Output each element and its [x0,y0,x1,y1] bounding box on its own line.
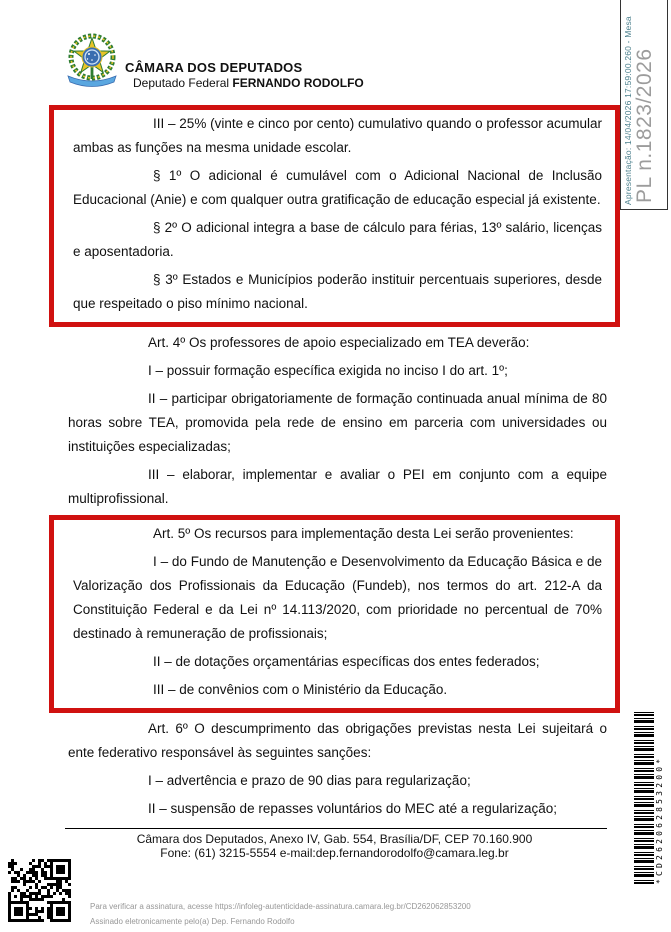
coat-of-arms-icon [62,31,122,93]
paragraph: Art. 5º Os recursos para implementação desta Lei serão provenientes: [153,526,574,541]
paragraph: II – de dotações orçamentárias específicas dos entes federados; [153,654,540,669]
barcode [634,712,664,884]
paragraph: III – de convênios com o Ministério da Educação. [153,682,448,697]
deputy-subtitle [133,76,364,90]
paragraph: I – advertência e prazo de 90 dias para regularização; [148,773,471,788]
paragraph: II – suspensão de repasses voluntários do MEC até a regularização; [148,801,557,816]
paragraph: I – do Fundo de Manutenção e Desenvolvimento da Educação Básica e de Valorização dos Profissionais da Educação (Fundeb), nos termos do art. 212-A da Constituição Federal e da Lei nº 14.113/2020, com prioridade no percentual de 70% destinado à remuneração de profissionais; [73,554,602,641]
org-title: CÂMARA DOS DEPUTADOS [125,60,303,75]
presentation-timestamp: Apresentação: 14/04/2026 17:59:00.260 - Mesa [623,16,633,205]
footer-divider [65,828,607,829]
body-section-art4 [49,331,620,511]
paragraph: § 2º O adicional integra a base de cálculo para férias, 13º salário, licenças e aposentadoria. [73,220,602,259]
paragraph: II – participar obrigatoriamente de formação continuada anual mínima de 80 horas sobre TEA, promovida pela rede de ensino em parceria com universidades ou instituições especializadas; [68,391,607,454]
footer-contact: Fone: (61) 3215-5554 e-mail:dep.fernandorodolfo@camara.leg.br [160,846,509,860]
footer [49,832,620,860]
body-section-art6 [49,717,620,821]
qr-code-icon [8,859,71,922]
paragraph: § 1º O adicional é cumulável com o Adicional Nacional de Inclusão Educacional (Anie) e com qualquer outra gratificação de educação especial já existente. [73,168,602,207]
barcode-label: *CD262062853200* [655,755,664,884]
footer-address: Câmara dos Deputados, Anexo IV, Gab. 554, Brasília/DF, CEP 70.160.900 [136,832,533,846]
paragraph: III – elaborar, implementar e avaliar o PEI em conjunto com a equipe multiprofissional. [68,467,607,506]
highlight-box-1 [49,105,620,327]
document-body [49,105,620,825]
paragraph: § 3º Estados e Municípios poderão instituir percentuais superiores, desde que respeitado o piso mínimo nacional. [73,272,602,311]
barcode-bars-icon [634,712,654,884]
signature-note [90,899,471,929]
bill-info-panel [620,0,668,210]
deputy-name: FERNANDO RODOLFO [232,76,364,90]
deputy-prefix: Deputado Federal [133,76,233,90]
paragraph: I – possuir formação específica exigida no inciso I do art. 1º; [148,363,508,378]
signature-signed-line: Assinado eletronicamente pelo(a) Dep. Fernando Rodolfo [90,917,295,926]
signature-verify-line: Para verificar a assinatura, acesse https://infoleg-autenticidade-assinatura.camara.leg.br/CD262062853200 [90,902,471,911]
paragraph: III – 25% (vinte e cinco por cento) cumulativo quando o professor acumular ambas as funções na mesma unidade escolar. [73,116,602,155]
bill-number: PL n.1823/2026 [633,48,656,203]
paragraph: Art. 6º O descumprimento das obrigações previstas nesta Lei sujeitará o ente federativo responsável às seguintes sanções: [68,721,607,760]
highlight-box-2 [49,515,620,713]
paragraph: Art. 4º Os professores de apoio especializado em TEA deverão: [148,335,530,350]
